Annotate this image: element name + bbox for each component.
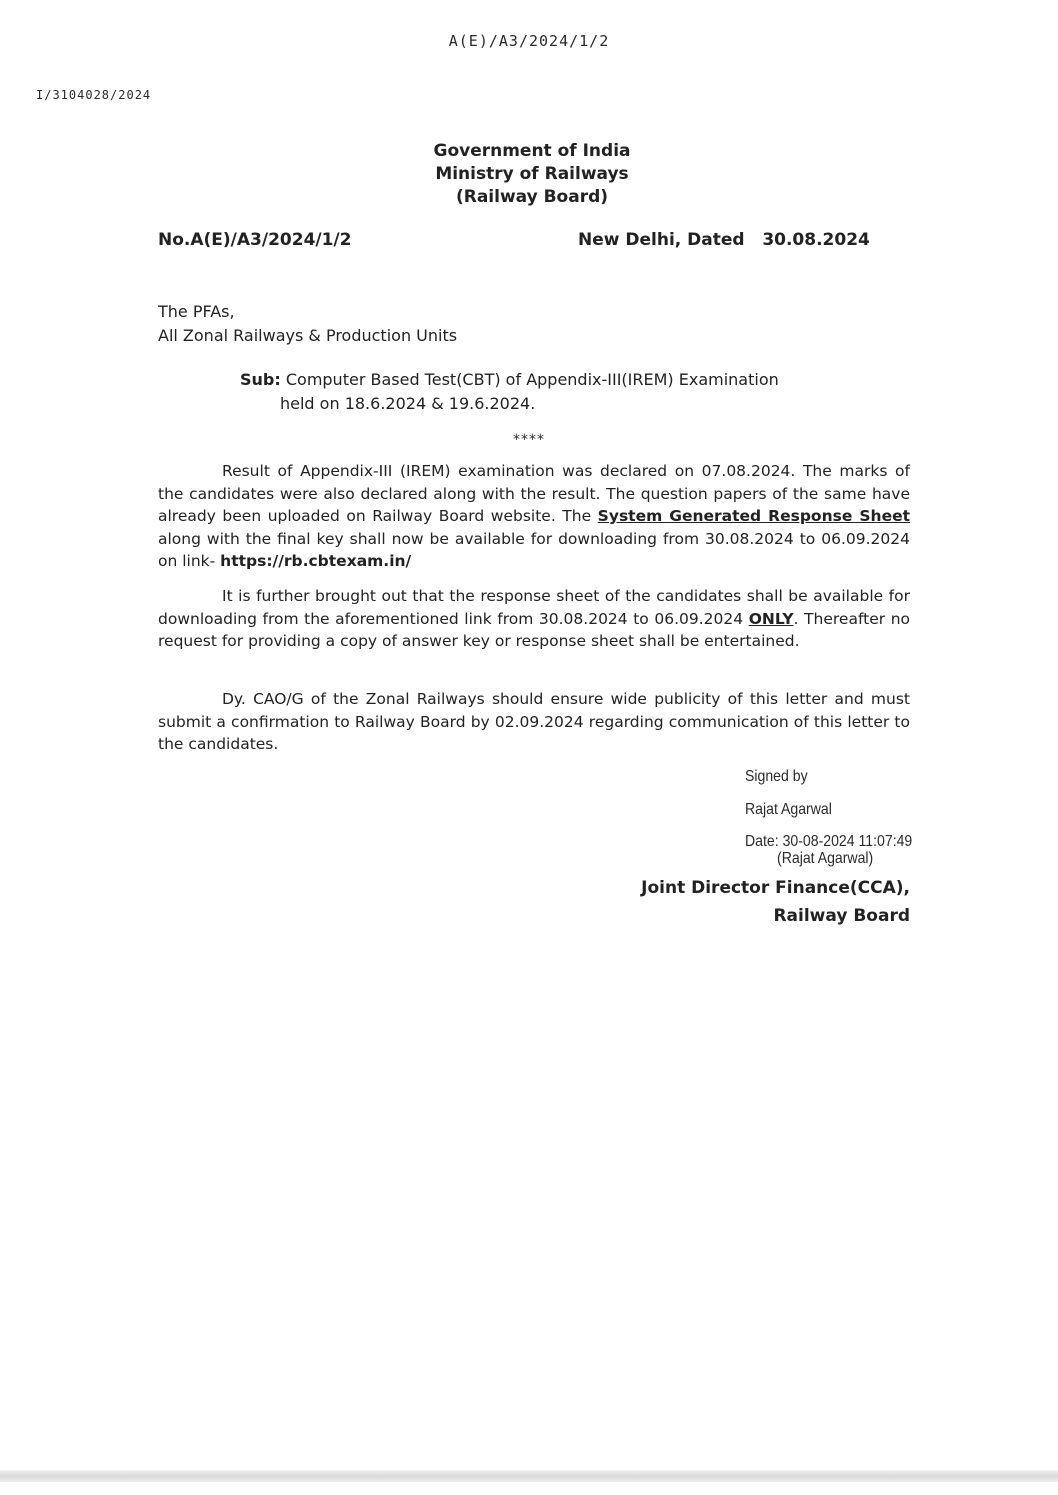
signature-date: Date: 30-08-2024 11:07:49 xyxy=(745,833,913,850)
paragraph-1-text-b: along with the final key shall now be available for downloading from 30.08.2024 to 06.09.2024 on link- xyxy=(158,529,910,570)
paragraph-2-text-b: . Thereafter no request for providing a copy of answer key or response sheet shall be entertained. xyxy=(158,609,911,650)
subject-line-2: held on 18.6.2024 & 19.6.2024. xyxy=(280,394,536,413)
letterhead-government: Government of India xyxy=(433,141,631,161)
signatory-organization: Railway Board xyxy=(773,906,910,926)
paragraph-2 xyxy=(158,585,910,653)
scan-bottom-edge xyxy=(0,1470,1058,1482)
place-and-date: New Delhi, Dated 30.08.2024 xyxy=(578,230,870,250)
paragraph-2-text-a: It is further brought out that the response sheet of the candidates shall be available for downloading from the aforementioned link from 30.08.2024 to 06.09.2024 xyxy=(158,587,910,628)
letterhead-board: (Railway Board) xyxy=(455,187,609,207)
addressee-line-2: All Zonal Railways & Production Units xyxy=(158,326,458,345)
paragraph-1-text-a: Result of Appendix-III (IREM) examination was declared on 07.08.2024. The marks of the candidates were also declared along with the result. The question papers of the same have already been uploaded on Railway Board website. The xyxy=(158,462,910,525)
separator: **** xyxy=(513,432,545,448)
signature-signed-by: Signed by xyxy=(745,768,808,785)
paragraph-3 xyxy=(158,688,910,756)
paragraph-1 xyxy=(158,460,910,573)
subject xyxy=(240,368,880,416)
paragraph-3-text: Dy. CAO/G of the Zonal Railways should ensure wide publicity of this letter and must submit a confirmation to Railway Board by 02.09.2024 regarding communication of this letter to the candidates. xyxy=(158,690,910,753)
top-reference-number: A(E)/A3/2024/1/2 xyxy=(448,32,610,50)
signatory-designation: Joint Director Finance(CCA), xyxy=(641,878,910,898)
addressee xyxy=(158,300,457,348)
response-sheet-link[interactable]: https://rb.cbtexam.in/ xyxy=(220,552,412,570)
signature-printed-name: (Rajat Agarwal) xyxy=(777,850,874,867)
addressee-line-1: The PFAs, xyxy=(158,302,235,321)
paragraph-1-highlight: System Generated Response Sheet xyxy=(597,507,910,525)
file-number: I/3104028/2024 xyxy=(36,88,152,102)
paragraph-2-emphasis: ONLY xyxy=(748,609,794,628)
signatory-block xyxy=(500,874,910,930)
letterhead-ministry: Ministry of Railways xyxy=(435,164,629,184)
letter-number: No.A(E)/A3/2024/1/2 xyxy=(158,230,352,250)
subject-label: Sub: xyxy=(240,370,281,389)
signature-name: Rajat Agarwal xyxy=(745,801,832,818)
subject-line-1: Computer Based Test(CBT) of Appendix-III(IREM) Examination xyxy=(280,370,779,389)
letterhead xyxy=(330,140,734,209)
